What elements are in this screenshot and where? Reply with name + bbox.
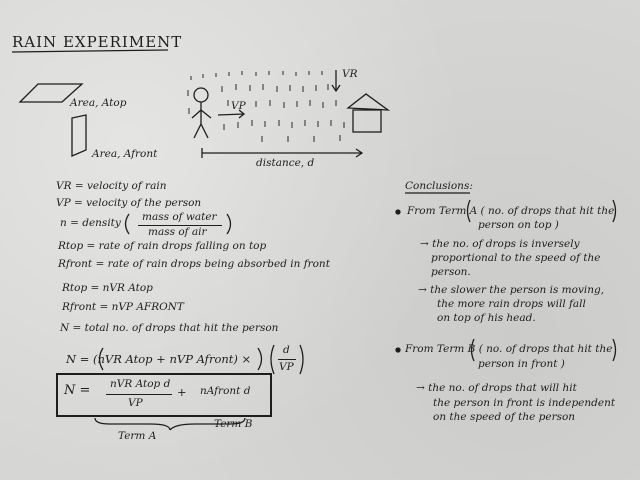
conclusion-a-point1-line1: → the no. of drops is inversely (420, 238, 580, 250)
boxed-numerator: nVR Atop d (110, 378, 171, 390)
eq1-frac-num: d (283, 344, 290, 356)
def-total-drops: N = total no. of drops that hit the person (60, 322, 279, 334)
def-rfront: Rfront = rate of rain drops being absorbed in front (58, 258, 330, 270)
person-leg-left (194, 124, 201, 138)
boxed-denominator: VP (128, 397, 143, 409)
conclusion-b-point1-line2: the person in front is independent (433, 397, 616, 409)
boxed-fraction-line (106, 394, 172, 395)
house-roof (348, 94, 388, 110)
conclusions-heading: Conclusions: (405, 180, 473, 192)
person-arm-right (201, 110, 211, 118)
rain-drops (188, 71, 344, 142)
vp-arrow (218, 114, 244, 115)
boxed-term-b: nAfront d (200, 385, 251, 397)
density-bracket-right (227, 214, 231, 234)
term-a-label: Term A (118, 430, 157, 442)
boxed-plus: + (177, 385, 187, 399)
conclusion-a-point2-line1: → the slower the person is moving, (418, 284, 605, 296)
def-n-numerator: mass of water (142, 211, 217, 223)
distance-label: distance, d (256, 157, 315, 169)
conclusion-b-line2: person in front ) (478, 358, 565, 370)
def-n: n = density (60, 217, 121, 229)
conclusion-b-point1-line3: on the speed of the person (433, 411, 576, 423)
eq1-frac-line (278, 359, 296, 360)
def-vr: VR = velocity of rain (56, 180, 167, 192)
vp-label: VP (231, 100, 246, 112)
conclusion-a-point2-line3: on top of his head. (437, 312, 536, 324)
eq1-left: N = (nVR Atop + nVP Afront) × (66, 352, 252, 366)
conclusion-a-point1-line2: proportional to the speed of the (431, 252, 601, 264)
house-body (353, 110, 381, 132)
area-front-label: Area, Afront (92, 148, 158, 160)
person-arm-left (192, 110, 201, 118)
page-title: RAIN EXPERIMENT (12, 33, 183, 51)
eq1-frac-paren-left (271, 345, 274, 374)
conclusion-a-point2-line2: the more rain drops will fall (437, 298, 586, 310)
boxed-n: N = (64, 383, 91, 398)
conclusion-b-point1-line1: → the no. of drops that will hit (416, 382, 577, 394)
conclusion-a-line2: person on top ) (478, 219, 559, 231)
conclusion-a-point1-line3: person. (431, 266, 471, 278)
def-vp: VP = velocity of the person (56, 197, 202, 209)
def-rtop: Rtop = rate of rain drops falling on top (58, 240, 267, 252)
bullet-term-b (396, 348, 400, 352)
eq1-paren-right (258, 348, 262, 370)
density-bracket-left (126, 214, 130, 234)
term-a-brace-left (95, 418, 170, 430)
vr-label: VR (342, 68, 358, 80)
eq1-frac-paren-right (300, 345, 303, 374)
rtop-equation: Rtop = nVR Atop (62, 282, 153, 294)
conclusion-a-line1: From Term A ( no. of drops that hit the (407, 205, 615, 217)
area-top-label: Area, Atop (70, 97, 127, 109)
bullet-term-a (396, 210, 400, 214)
person-leg-right (201, 124, 208, 138)
rfront-equation: Rfront = nVP AFRONT (62, 301, 184, 313)
eq1-frac-den: VP (279, 361, 294, 373)
term-b-label: Term B (214, 418, 253, 430)
conclusion-b-line1: From Term B ( no. of drops that hit the (405, 343, 613, 355)
area-front-shape (72, 115, 86, 156)
person-head (194, 88, 208, 102)
def-n-denominator: mass of air (148, 226, 207, 238)
